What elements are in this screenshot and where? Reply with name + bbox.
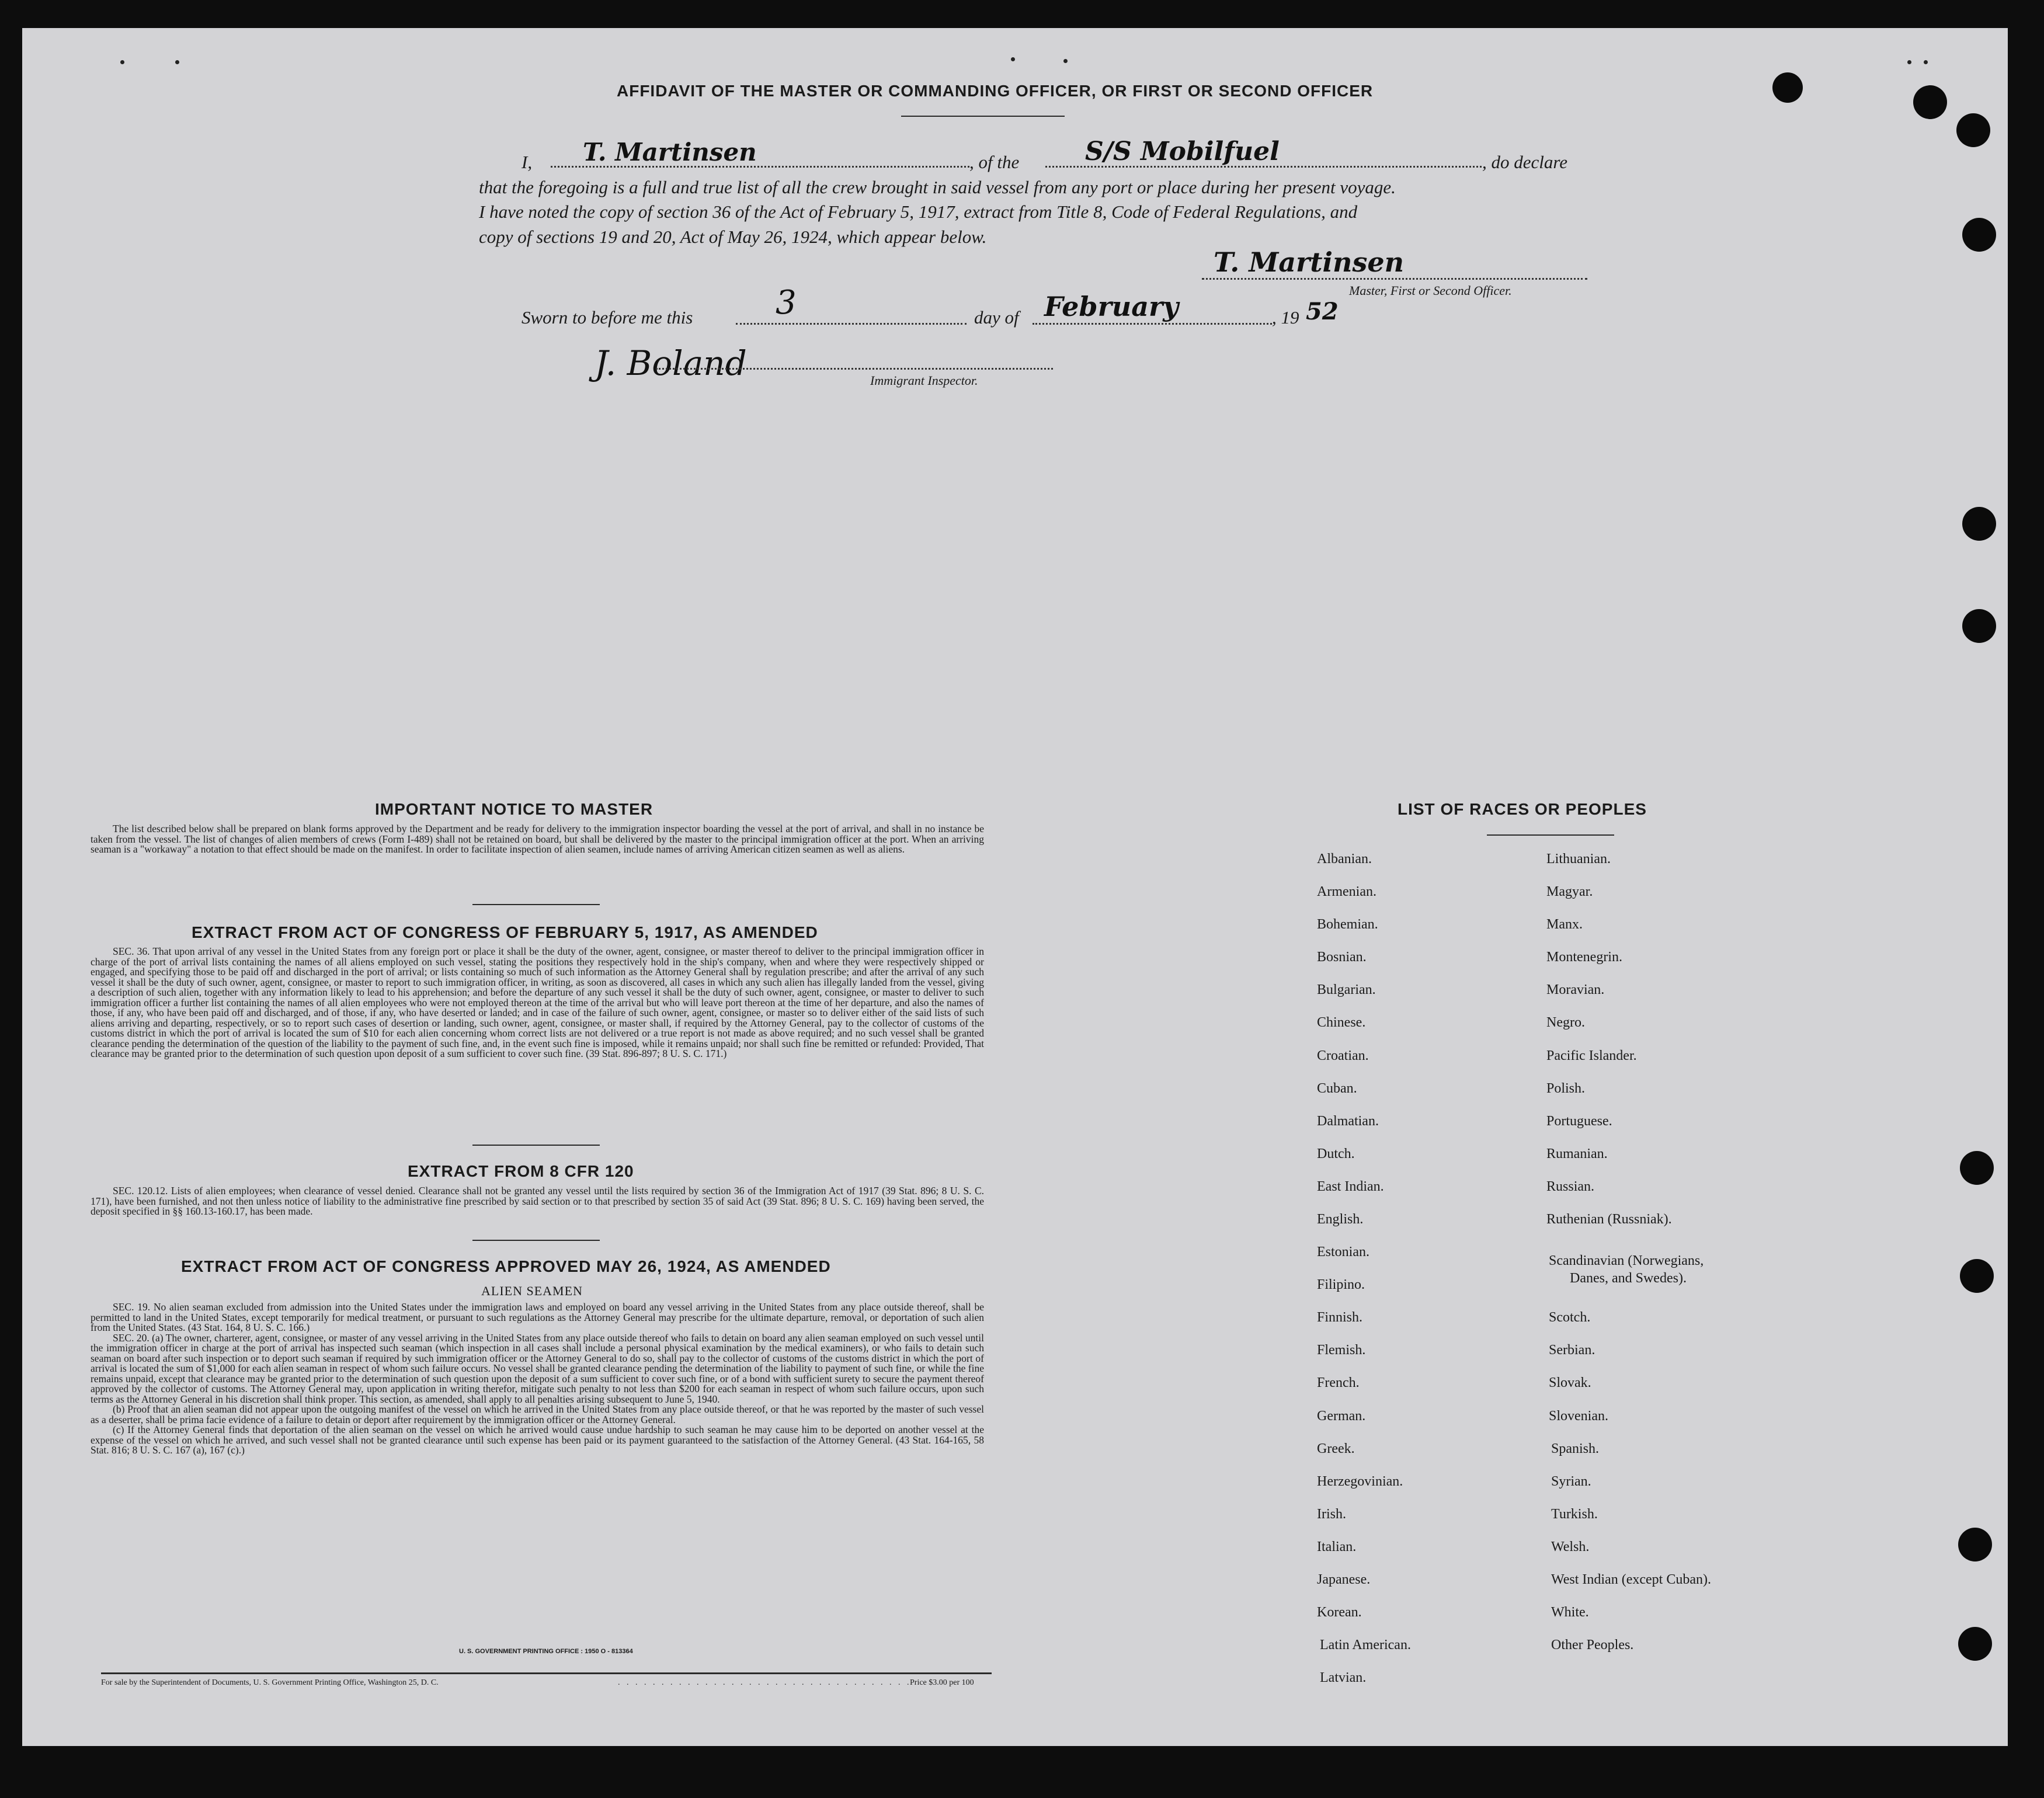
- race-item: Scandinavian (Norwegians,: [1549, 1253, 1704, 1268]
- race-item: Estonian.: [1317, 1244, 1369, 1260]
- footer-rule: [101, 1672, 992, 1674]
- section-20c-paragraph: (c) If the Attorney General finds that deportation of the alien seaman on the vessel on which he arrived would cause undue hardship to such seaman he may cause him to be deported on another vessel at the expense of the vessel on which he arrived, and such vessel shall not be granted clearance until such expense has been paid or its payment guaranteed to the satisfaction of the Attorney General. (43 Stat. 164-165, 58 Stat. 816; 8 U. S. C. 167 (a), 167 (c).): [91, 1424, 984, 1456]
- race-item: Irish.: [1317, 1507, 1346, 1522]
- affidavit-declare: , do declare: [1482, 152, 1568, 172]
- race-item: Dalmatian.: [1317, 1114, 1379, 1129]
- punch-hole: [1772, 72, 1803, 103]
- punch-hole: [1913, 85, 1947, 119]
- divider: [472, 904, 600, 905]
- race-item: Chinese.: [1317, 1015, 1366, 1030]
- inspector-signature-line: [656, 368, 1053, 370]
- document-page: [22, 28, 2008, 1746]
- races-title: LIST OF RACES OR PEOPLES: [1398, 800, 1647, 818]
- race-item: Negro.: [1546, 1015, 1585, 1030]
- race-item: Ruthenian (Russniak).: [1546, 1212, 1672, 1227]
- race-item: Turkish.: [1551, 1507, 1598, 1522]
- divider: [472, 1240, 600, 1241]
- day-handwriting: 3: [776, 284, 797, 322]
- race-item: Welsh.: [1551, 1539, 1590, 1554]
- gpo-imprint: U. S. GOVERNMENT PRINTING OFFICE : 1950 O - 813364: [459, 1648, 633, 1655]
- affidavit-line3: I have noted the copy of section 36 of the Act of February 5, 1917, extract from Title 8, Code of Federal Regulations, and: [479, 201, 1358, 222]
- race-item: Danes, and Swedes).: [1570, 1271, 1687, 1286]
- race-item: Pacific Islander.: [1546, 1048, 1637, 1063]
- race-item: Manx.: [1546, 917, 1583, 932]
- race-item: Slovak.: [1549, 1375, 1591, 1390]
- section-120-paragraph: SEC. 120.12. Lists of alien employees; when clearance of vessel denied. Clearance shall not be granted any vessel until the lists required by section 36 of the Immigration Act of 1917 (39 Stat. 896; 8 U. S. C. 171), have been furnished, and not then unless notice of liability to the administrative fine prescribed by said section or to that prescribed by section 35 of said Act (39 Stat. 896; 8 U. S. C. 169) having been served, the deposit specified in §§ 160.13-160.17, has been made.: [91, 1185, 984, 1217]
- race-item: Latin American.: [1320, 1637, 1411, 1653]
- race-item: Finnish.: [1317, 1310, 1363, 1325]
- race-item: Cuban.: [1317, 1081, 1357, 1096]
- race-item: Italian.: [1317, 1539, 1357, 1554]
- race-item: Bulgarian.: [1317, 982, 1376, 997]
- race-item: Scotch.: [1549, 1310, 1591, 1325]
- race-item: Armenian.: [1317, 884, 1376, 899]
- day-of-label: day of: [974, 307, 1019, 328]
- footer-sale: For sale by the Superintendent of Documents, U. S. Government Printing Office, Washington 25, D. C.: [101, 1678, 439, 1687]
- section-19-paragraph: SEC. 19. No alien seaman excluded from admission into the United States under the immigration laws and employed on board any vessel arriving in the United States from any place outside thereof, shall be permitted to land in the United States, except temporarily for medical treatment, or pursuant to such regulations as the Attorney General may prescribe for the ultimate departure, removal, or deportation of such alien from the United States. (43 Stat. 164, 8 U. S. C. 166.): [91, 1301, 984, 1333]
- day-field: [736, 323, 967, 325]
- affidavit-i: I,: [522, 152, 533, 172]
- race-item: Spanish.: [1551, 1441, 1600, 1456]
- extract-8cfr-title: EXTRACT FROM 8 CFR 120: [408, 1162, 634, 1180]
- month-handwriting: February: [1044, 291, 1179, 322]
- punch-hole: [1956, 113, 1990, 147]
- race-item: Filipino.: [1317, 1277, 1365, 1292]
- master-caption: Master, First or Second Officer.: [1349, 283, 1512, 298]
- race-item: Montenegrin.: [1546, 950, 1622, 965]
- race-item: Serbian.: [1549, 1343, 1595, 1358]
- punch-hole: [1960, 1151, 1994, 1185]
- punch-hole: [1958, 1528, 1992, 1561]
- race-item: Other Peoples.: [1551, 1637, 1634, 1653]
- month-field: [1033, 323, 1272, 325]
- section-20b-paragraph: (b) Proof that an alien seaman did not appear upon the outgoing manifest of the vessel on which he arrived in the United States from any place outside thereof, or that he was reported by the master of such vessel as a deserter, shall be prima facie evidence of a failure to detain or deport after requirement by the immigration officer or the Attorney General.: [91, 1403, 984, 1425]
- race-item: Flemish.: [1317, 1343, 1366, 1358]
- race-item: Portuguese.: [1546, 1114, 1612, 1129]
- race-item: Greek.: [1317, 1441, 1355, 1456]
- race-item: Korean.: [1317, 1605, 1362, 1620]
- race-item: Japanese.: [1317, 1572, 1371, 1587]
- race-item: Croatian.: [1317, 1048, 1369, 1063]
- registration-mark: [1907, 60, 1911, 64]
- master-signature-line: [1202, 278, 1587, 280]
- extract-1917-body: [91, 947, 984, 1059]
- registration-mark: [1063, 59, 1068, 63]
- race-item: Latvian.: [1320, 1670, 1367, 1685]
- inspector-signature: J. Boland: [595, 343, 747, 383]
- divider: [1487, 834, 1614, 836]
- punch-hole: [1962, 218, 1996, 252]
- race-item: White.: [1551, 1605, 1589, 1620]
- master-signature: T. Martinsen: [1214, 246, 1405, 278]
- registration-mark: [175, 60, 179, 64]
- footer-price: Price $3.00 per 100: [910, 1678, 974, 1687]
- registration-mark: [120, 60, 124, 64]
- race-item: Moravian.: [1546, 982, 1605, 997]
- extract-1924-title: EXTRACT FROM ACT OF CONGRESS APPROVED MAY 26, 1924, AS AMENDED: [181, 1257, 831, 1275]
- race-item: French.: [1317, 1375, 1360, 1390]
- registration-mark: [1011, 57, 1015, 61]
- year-handwriting: 52: [1306, 298, 1339, 325]
- extract-1917-title: EXTRACT FROM ACT OF CONGRESS OF FEBRUARY 5, 1917, AS AMENDED: [192, 923, 818, 941]
- punch-hole: [1958, 1627, 1992, 1661]
- punch-hole: [1962, 609, 1996, 643]
- notice-body: [91, 824, 984, 855]
- section-36-paragraph: SEC. 36. That upon arrival of any vessel in the United States from any foreign port or place it shall be the duty of the owner, agent, consignee, or master thereof to deliver to the principal immigration officer in charge of the port of arrival lists containing the names of all aliens employed on such vessel, stating the positions they respectively hold in the ship's company, when and where they were respectively shipped or engaged, and specifying those to be paid off and discharged in the port of arrival; or lists containing so much of such information as the Attorney General shall by regulation prescribe; and after the arrival of any such vessel it shall be the duty of such owner, agent, consignee, or master to report to such immigration officer, in writing, as soon as discovered, all cases in which any such alien has illegally landed from the vessel, giving a description of such alien, together with any information likely to lead to his apprehension; and before the departure of any such vessel it shall be the duty of such owner, agent, consignee, or master to deliver to such immigration officer a further list containing the names of all alien employees who were not employed thereon at the time of the arrival but who will leave port thereon at the time of her departure, and also the names of those, if any, who have been paid off and discharged, and of those, if any, who have deserted or landed; and in case of the failure of such owner, agent, consignee, or master so to deliver either of the said lists of such aliens arriving and departing, respectively, or so to report such cases of desertion or landing, such owner, agent, consignee, or master shall, if required by the Attorney General, pay to the collector of customs of the customs district in which the port of arrival is located the sum of $10 for each alien concerning whom correct lists are not delivered or a true report is not made as above required; and no such vessel shall be granted clearance pending the determination of the question of the liability to the payment of such fine, and, in the event such fine is imposed, while it remains unpaid; nor shall such fine be remitted or refunded: Provided, That clearance may be granted prior to the determination of such question upon deposit of a sum sufficient to cover such fine. (39 Stat. 896-897; 8 U. S. C. 171.): [91, 945, 984, 1059]
- alien-seamen-subtitle: ALIEN SEAMEN: [481, 1284, 583, 1298]
- divider: [901, 116, 1065, 117]
- race-item: Syrian.: [1551, 1474, 1591, 1489]
- footer-leaders: . . . . . . . . . . . . . . . . . . . . . . . . . . . . . . . . . .: [618, 1678, 912, 1687]
- race-item: Rumanian.: [1546, 1146, 1608, 1161]
- notice-title: IMPORTANT NOTICE TO MASTER: [375, 800, 653, 818]
- affidavit-line4: copy of sections 19 and 20, Act of May 26, 1924, which appear below.: [479, 227, 987, 247]
- vessel-name-handwriting: S/S Mobilfuel: [1085, 137, 1280, 166]
- affidavit-line2: that the foregoing is a full and true list of all the crew brought in said vessel from any port or place during her present voyage.: [479, 177, 1396, 197]
- extract-1924-body: [91, 1302, 984, 1456]
- punch-hole: [1960, 1259, 1994, 1293]
- race-item: Dutch.: [1317, 1146, 1355, 1161]
- race-item: Polish.: [1546, 1081, 1586, 1096]
- year-prefix: , 19: [1272, 307, 1299, 328]
- master-name-handwriting: T. Martinsen: [583, 138, 757, 166]
- extract-8cfr-body: [91, 1186, 984, 1217]
- divider: [472, 1145, 600, 1146]
- race-item: Albanian.: [1317, 851, 1372, 867]
- notice-paragraph: The list described below shall be prepared on blank forms approved by the Department and be ready for delivery to the immigration inspector boarding the vessel at the port of arrival, and shall in no instance be taken from the vessel. The list of changes of alien members of crews (Form I-489) shall not be retained on board, but shall be delivered by the master to the principal immigration officer at the port. When an arriving seaman is a "workaway" a notation to that effect should be made on the manifest. In order to facilitate inspection of alien seamen, include names of arriving American citizen seamen as well as aliens.: [91, 823, 984, 855]
- affidavit-title: AFFIDAVIT OF THE MASTER OR COMMANDING OFFICER, OR FIRST OR SECOND OFFICER: [617, 82, 1374, 100]
- race-item: German.: [1317, 1409, 1366, 1424]
- race-item: Bohemian.: [1317, 917, 1378, 932]
- inspector-caption: Immigrant Inspector.: [870, 373, 978, 388]
- sworn-label: Sworn to before me this: [522, 307, 693, 328]
- section-20a-paragraph: SEC. 20. (a) The owner, charterer, agent, consignee, or master of any vessel arriving in the United States from any place outside thereof who fails to detain on board any alien seaman employed on such vessel until the immigration officer in charge at the port of arrival has inspected such seaman (which inspection in all cases shall include a personal physical examination by the medical examiners), or who fails to detain such seaman on board after such inspection or to deport such seaman if required by such immigration officer or the Attorney General to do so, shall pay to the collector of customs of the customs district in which the port of arrival is located the sum of $1,000 for each alien seaman in respect of whom such failure occurs. No vessel shall be granted clearance pending the determination of the liability to payment of such fine, or while the fine remains unpaid, except that clearance may be granted prior to the determination of such question upon the deposit of a sum sufficient to cover such fine, or of a bond with sufficient surety to secure the payment thereof approved by the collector of customs. The Attorney General may, upon application in writing therefor, mitigate such penalty to not less than $200 for each seaman in respect of whom such failure occurs, upon such terms as the Attorney General in his discretion shall think proper. This section, as amended, shall apply to all penalties arising subsequent to June 5, 1940.: [91, 1331, 984, 1405]
- race-item: Bosnian.: [1317, 950, 1367, 965]
- punch-hole: [1962, 507, 1996, 541]
- race-item: Slovenian.: [1549, 1409, 1608, 1424]
- race-item: Russian.: [1546, 1179, 1595, 1194]
- race-item: West Indian (except Cuban).: [1551, 1572, 1711, 1587]
- registration-mark: [1924, 60, 1928, 64]
- race-item: English.: [1317, 1212, 1364, 1227]
- race-item: Magyar.: [1546, 884, 1593, 899]
- race-item: East Indian.: [1317, 1179, 1384, 1194]
- race-item: Herzegovinian.: [1317, 1474, 1403, 1489]
- affidavit-of-the: , of the: [969, 152, 1020, 172]
- race-item: Lithuanian.: [1546, 851, 1611, 867]
